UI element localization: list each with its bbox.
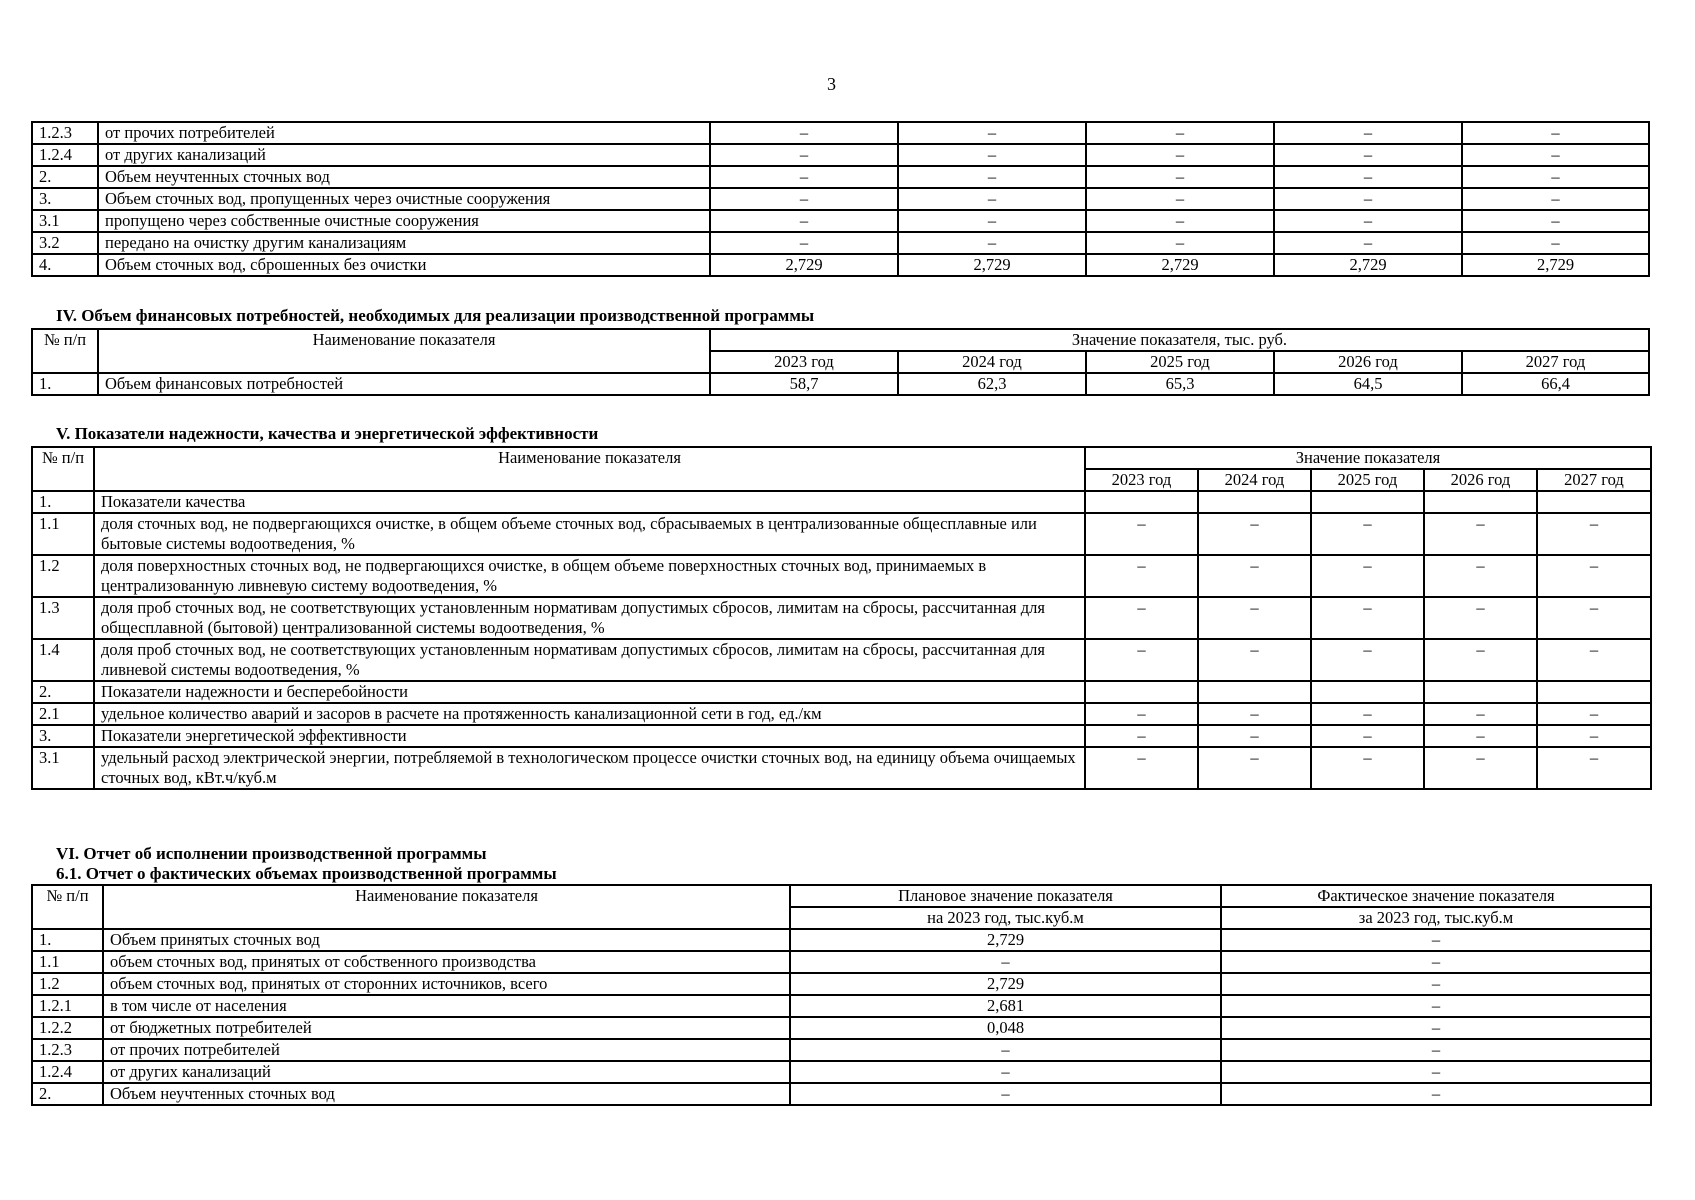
row-value: – <box>1537 725 1651 747</box>
row-value: – <box>1198 725 1311 747</box>
row-value: – <box>1085 639 1198 681</box>
row-fact-value: – <box>1221 1039 1651 1061</box>
table-row <box>32 725 1651 747</box>
row-value: – <box>1274 166 1462 188</box>
row-name: от прочих потребителей <box>98 122 710 144</box>
row-number: 3.2 <box>32 232 98 254</box>
row-name: от других канализаций <box>98 144 710 166</box>
row-name: Объем сточных вод, пропущенных через очистные сооружения <box>98 188 710 210</box>
col-num-header: № п/п <box>32 447 94 491</box>
row-name: пропущено через собственные очистные сооружения <box>98 210 710 232</box>
row-value: – <box>1311 597 1424 639</box>
year-header: 2023 год <box>710 351 898 373</box>
row-value: – <box>1198 747 1311 789</box>
row-name: Объем финансовых потребностей <box>98 373 710 395</box>
year-header: 2026 год <box>1274 351 1462 373</box>
row-value: – <box>1311 703 1424 725</box>
row-value <box>1085 491 1198 513</box>
row-value: – <box>1424 597 1537 639</box>
row-value: – <box>1537 597 1651 639</box>
row-value: – <box>1424 639 1537 681</box>
row-plan-value: 2,681 <box>790 995 1221 1017</box>
section-iv-title: IV. Объем финансовых потребностей, необходимых для реализации производственной программы <box>56 306 815 325</box>
row-value: – <box>1424 725 1537 747</box>
row-number: 1.2.3 <box>32 122 98 144</box>
col-fact-header: Фактическое значение показателя <box>1221 885 1651 907</box>
row-value: – <box>1424 555 1537 597</box>
table-row <box>32 232 1649 254</box>
row-value: – <box>1424 747 1537 789</box>
row-value: – <box>1537 555 1651 597</box>
row-value <box>1311 681 1424 703</box>
row-number: 1. <box>32 491 94 513</box>
row-number: 1.4 <box>32 639 94 681</box>
table-row <box>32 639 1651 681</box>
col-num-header: № п/п <box>32 329 98 373</box>
table-row <box>32 491 1651 513</box>
row-value: – <box>898 166 1086 188</box>
table-row <box>32 1017 1651 1039</box>
row-value <box>1537 681 1651 703</box>
row-name: от бюджетных потребителей <box>103 1017 790 1039</box>
row-value: – <box>1462 144 1649 166</box>
row-value: – <box>710 166 898 188</box>
row-value: – <box>1537 513 1651 555</box>
row-fact-value: – <box>1221 995 1651 1017</box>
table-row <box>32 929 1651 951</box>
row-value: 2,729 <box>1274 254 1462 276</box>
row-value: – <box>898 210 1086 232</box>
row-value: – <box>1085 703 1198 725</box>
row-plan-value: – <box>790 1039 1221 1061</box>
section-v-title: V. Показатели надежности, качества и энергетической эффективности <box>56 424 599 443</box>
table-row <box>32 166 1649 188</box>
row-value: 2,729 <box>1086 254 1274 276</box>
row-number: 4. <box>32 254 98 276</box>
table-row <box>32 373 1649 395</box>
row-value: – <box>1198 555 1311 597</box>
col-name-header: Наименование показателя <box>94 447 1085 491</box>
row-name: от прочих потребителей <box>103 1039 790 1061</box>
row-number: 3. <box>32 188 98 210</box>
row-number: 2. <box>32 681 94 703</box>
row-number: 3.1 <box>32 747 94 789</box>
row-plan-value: 2,729 <box>790 973 1221 995</box>
row-number: 1. <box>32 929 103 951</box>
row-value: – <box>1311 639 1424 681</box>
table-row <box>32 597 1651 639</box>
row-number: 2.1 <box>32 703 94 725</box>
row-value: – <box>1086 122 1274 144</box>
row-number: 1.3 <box>32 597 94 639</box>
year-header: 2024 год <box>1198 469 1311 491</box>
row-fact-value: – <box>1221 929 1651 951</box>
table-row <box>32 1039 1651 1061</box>
row-value: – <box>1274 188 1462 210</box>
row-value: – <box>1311 555 1424 597</box>
row-value: 62,3 <box>898 373 1086 395</box>
row-name: Объем сточных вод, сброшенных без очистки <box>98 254 710 276</box>
col-num-header: № п/п <box>32 885 103 929</box>
col-plan-header: Плановое значение показателя <box>790 885 1221 907</box>
report-table <box>31 884 1652 1106</box>
row-value: 2,729 <box>1462 254 1649 276</box>
row-value <box>1424 681 1537 703</box>
row-number: 1.2.2 <box>32 1017 103 1039</box>
table-row <box>32 703 1651 725</box>
row-name: объем сточных вод, принятых от сторонних источников, всего <box>103 973 790 995</box>
row-value: – <box>1198 513 1311 555</box>
row-value <box>1311 491 1424 513</box>
row-number: 1.2.4 <box>32 144 98 166</box>
row-name: передано на очистку другим канализациям <box>98 232 710 254</box>
row-value: 2,729 <box>710 254 898 276</box>
row-name: доля сточных вод, не подвергающихся очистке, в общем объеме сточных вод, сбрасываемых в централизованные общесплавные или бытовые системы водоотведения, % <box>94 513 1085 555</box>
row-value: – <box>1086 210 1274 232</box>
row-name: в том числе от населения <box>103 995 790 1017</box>
row-value: – <box>1086 166 1274 188</box>
row-value: 65,3 <box>1086 373 1274 395</box>
section-vi-subtitle: 6.1. Отчет о фактических объемах производственной программы <box>56 864 557 883</box>
row-value: – <box>1274 210 1462 232</box>
table-header-row <box>32 329 1649 351</box>
row-value: 64,5 <box>1274 373 1462 395</box>
row-name: Объем принятых сточных вод <box>103 929 790 951</box>
row-value: – <box>1424 703 1537 725</box>
table-row <box>32 254 1649 276</box>
row-fact-value: – <box>1221 951 1651 973</box>
row-value: – <box>898 122 1086 144</box>
row-name: от других канализаций <box>103 1061 790 1083</box>
table-row <box>32 951 1651 973</box>
row-value: – <box>1085 725 1198 747</box>
row-value: – <box>1085 513 1198 555</box>
row-value <box>1085 681 1198 703</box>
row-name: Объем неучтенных сточных вод <box>103 1083 790 1105</box>
table-header-row <box>32 885 1651 907</box>
row-value <box>1198 681 1311 703</box>
row-value: – <box>710 188 898 210</box>
table-row <box>32 210 1649 232</box>
row-name: доля проб сточных вод, не соответствующих установленным нормативам допустимых сбросов, лимитам на сбросы, рассчитанная для ливневой системы водоотведения, % <box>94 639 1085 681</box>
year-header: 2024 год <box>898 351 1086 373</box>
row-value: – <box>1311 725 1424 747</box>
table-header-row <box>32 447 1651 469</box>
row-plan-value: – <box>790 1061 1221 1083</box>
row-name: Показатели надежности и бесперебойности <box>94 681 1085 703</box>
row-value: – <box>710 122 898 144</box>
row-plan-value: 2,729 <box>790 929 1221 951</box>
row-fact-value: – <box>1221 1083 1651 1105</box>
row-number: 1.2.1 <box>32 995 103 1017</box>
row-value: – <box>1311 513 1424 555</box>
row-number: 1.2 <box>32 555 94 597</box>
row-value: 66,4 <box>1462 373 1649 395</box>
col-name-header: Наименование показателя <box>103 885 790 929</box>
row-number: 1.1 <box>32 513 94 555</box>
row-value: – <box>1198 597 1311 639</box>
row-value: – <box>1274 144 1462 166</box>
row-name: доля поверхностных сточных вод, не подвергающихся очистке, в общем объеме поверхностных сточных вод, принимаемых в централизованную ливневую систему водоотведения, % <box>94 555 1085 597</box>
table-row <box>32 555 1651 597</box>
row-number: 3. <box>32 725 94 747</box>
table-row <box>32 973 1651 995</box>
table-row <box>32 747 1651 789</box>
row-value: – <box>1086 144 1274 166</box>
row-fact-value: – <box>1221 1061 1651 1083</box>
row-value: – <box>1274 122 1462 144</box>
row-fact-value: – <box>1221 973 1651 995</box>
row-number: 1.2.4 <box>32 1061 103 1083</box>
row-value: – <box>1086 232 1274 254</box>
year-header: 2026 год <box>1424 469 1537 491</box>
row-number: 3.1 <box>32 210 98 232</box>
row-value <box>1198 491 1311 513</box>
row-number: 1.1 <box>32 951 103 973</box>
row-value: – <box>1462 122 1649 144</box>
reliability-table <box>31 446 1652 790</box>
row-value: – <box>1086 188 1274 210</box>
table-row <box>32 681 1651 703</box>
row-value: – <box>898 232 1086 254</box>
row-name: объем сточных вод, принятых от собственного производства <box>103 951 790 973</box>
section-vi-title: VI. Отчет об исполнении производственной программы <box>56 844 487 863</box>
year-header: 2025 год <box>1311 469 1424 491</box>
financial-table <box>31 328 1650 396</box>
year-header: 2025 год <box>1086 351 1274 373</box>
row-value: – <box>1462 188 1649 210</box>
row-number: 2. <box>32 1083 103 1105</box>
row-value: – <box>710 144 898 166</box>
row-value: 58,7 <box>710 373 898 395</box>
row-value: – <box>1198 639 1311 681</box>
year-header: 2027 год <box>1462 351 1649 373</box>
row-value: – <box>1537 747 1651 789</box>
row-fact-value: – <box>1221 1017 1651 1039</box>
row-value <box>1537 491 1651 513</box>
col-fact-header-2: за 2023 год, тыс.куб.м <box>1221 907 1651 929</box>
row-value: – <box>1537 639 1651 681</box>
table-row <box>32 995 1651 1017</box>
row-number: 1.2.3 <box>32 1039 103 1061</box>
row-name: доля проб сточных вод, не соответствующих установленным нормативам допустимых сбросов, лимитам на сбросы, рассчитанная для общесплавной (бытовой) централизованной системы водоотведения, % <box>94 597 1085 639</box>
table-row <box>32 144 1649 166</box>
row-number: 2. <box>32 166 98 188</box>
year-header: 2023 год <box>1085 469 1198 491</box>
row-number: 1.2 <box>32 973 103 995</box>
table-row <box>32 122 1649 144</box>
row-name: Объем неучтенных сточных вод <box>98 166 710 188</box>
page-number: 3 <box>827 74 836 94</box>
col-name-header: Наименование показателя <box>98 329 710 373</box>
table-row <box>32 188 1649 210</box>
row-value: – <box>710 210 898 232</box>
row-name: Показатели качества <box>94 491 1085 513</box>
row-value: – <box>710 232 898 254</box>
table-row <box>32 513 1651 555</box>
row-value: – <box>898 188 1086 210</box>
row-value: – <box>1537 703 1651 725</box>
col-value-header: Значение показателя, тыс. руб. <box>710 329 1649 351</box>
col-value-header: Значение показателя <box>1085 447 1651 469</box>
row-plan-value: – <box>790 951 1221 973</box>
row-value: – <box>1462 210 1649 232</box>
row-value: – <box>1274 232 1462 254</box>
row-number: 1. <box>32 373 98 395</box>
row-name: удельный расход электрической энергии, потребляемой в технологическом процессе очистки сточных вод, на единицу объема очищаемых сточных вод, кВт.ч/куб.м <box>94 747 1085 789</box>
row-plan-value: – <box>790 1083 1221 1105</box>
row-value: – <box>1198 703 1311 725</box>
table-row <box>32 1061 1651 1083</box>
row-value: 2,729 <box>898 254 1086 276</box>
year-header: 2027 год <box>1537 469 1651 491</box>
row-value: – <box>1085 555 1198 597</box>
volume-table <box>31 121 1650 277</box>
row-name: удельное количество аварий и засоров в расчете на протяженность канализационной сети в год, ед./км <box>94 703 1085 725</box>
col-plan-header-2: на 2023 год, тыс.куб.м <box>790 907 1221 929</box>
row-value: – <box>1311 747 1424 789</box>
row-value: – <box>1424 513 1537 555</box>
row-name: Показатели энергетической эффективности <box>94 725 1085 747</box>
row-value: – <box>1462 166 1649 188</box>
row-value: – <box>1462 232 1649 254</box>
row-value: – <box>898 144 1086 166</box>
row-plan-value: 0,048 <box>790 1017 1221 1039</box>
row-value: – <box>1085 597 1198 639</box>
row-value <box>1424 491 1537 513</box>
table-row <box>32 1083 1651 1105</box>
row-value: – <box>1085 747 1198 789</box>
